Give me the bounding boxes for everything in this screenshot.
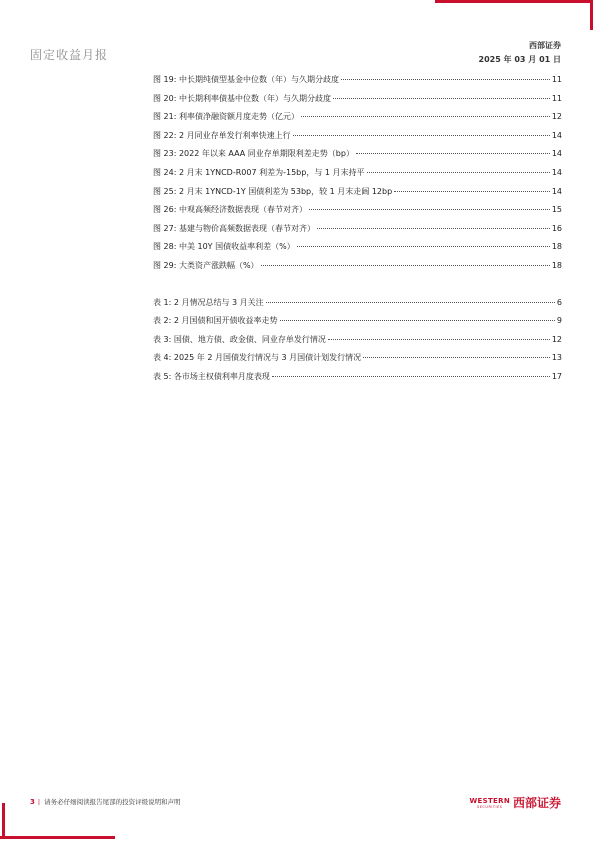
toc-leader-dots: [293, 135, 550, 136]
toc-entry-label: 表 4: 2025 年 2 月国债发行情况与 3 月国债计划发行情况: [153, 353, 362, 363]
toc-leader-dots: [297, 246, 550, 247]
toc-leader-dots: [367, 172, 550, 173]
toc-leader-dots: [272, 376, 550, 377]
report-date: 2025 年 03 月 01 日: [478, 55, 561, 64]
toc-page-number: 14: [551, 167, 562, 177]
toc-page-number: 18: [551, 242, 562, 252]
toc-figure-29[interactable]: [153, 260, 562, 279]
toc-entry-label: 表 2: 2 月国债和国开债收益率走势: [153, 316, 278, 326]
toc-leader-dots: [356, 153, 550, 154]
bottom-left-corner-decoration: [0, 801, 120, 841]
toc-entry-label: 图 26: 中观高频经济数据表现（春节对齐）: [153, 205, 307, 215]
logo-english-sub: SECURITIES: [477, 804, 503, 809]
toc-page-number: 16: [551, 223, 562, 233]
toc-page-number: 14: [551, 130, 562, 140]
toc-page-number: 13: [551, 353, 562, 363]
logo-english: [470, 797, 510, 809]
logo-chinese-name: 西部证券: [512, 796, 561, 810]
toc-figure-20[interactable]: [153, 93, 562, 112]
toc-table-4[interactable]: [153, 352, 562, 371]
toc-page-number: 6: [556, 297, 562, 307]
toc-table-2[interactable]: [153, 315, 562, 334]
toc-page-number: 18: [551, 260, 562, 270]
toc-figure-22[interactable]: [153, 130, 562, 149]
toc-leader-dots: [309, 209, 550, 210]
company-name: 西部证券: [529, 41, 561, 50]
toc-entry-label: 图 19: 中长期纯债型基金中位数（年）与久期分歧度: [153, 75, 339, 84]
toc-page-number: 17: [551, 371, 562, 381]
toc-page-number: 14: [551, 149, 562, 159]
toc-figure-28[interactable]: [153, 241, 562, 260]
top-right-corner-decoration: [435, 0, 595, 30]
toc-figure-26[interactable]: [153, 204, 562, 223]
disclaimer-text: 请务必仔细阅读报告尾部的投资评级说明和声明: [44, 798, 181, 806]
toc-entry-label: 图 21: 利率债净融资额月度走势（亿元）: [153, 112, 299, 122]
toc-entry-label: 图 27: 基建与物价高频数据表现（春节对齐）: [153, 223, 315, 233]
company-logo: [470, 794, 561, 811]
toc-figure-21[interactable]: [153, 111, 562, 130]
toc-entry-label: 表 5: 各市场主权债利率月度表现: [153, 371, 270, 381]
toc-entry-label: 表 1: 2 月情况总结与 3 月关注: [153, 297, 264, 307]
toc-page-number: 14: [551, 186, 562, 196]
toc-figure-25[interactable]: [153, 186, 562, 205]
toc-entry-label: 图 20: 中长期利率债基中位数（年）与久期分歧度: [153, 93, 331, 103]
toc-entry-label: 图 29: 大类资产涨跌幅（%）: [153, 260, 259, 270]
header-right: [479, 40, 561, 65]
toc-page-number: 15: [551, 205, 562, 215]
toc-leader-dots: [261, 265, 550, 266]
footer-separator: |: [37, 797, 41, 806]
toc-table-1[interactable]: [153, 297, 562, 316]
toc-entry-label: 图 24: 2 月末 1YNCD-R007 利差为-15bp，与 1 月末持平: [153, 167, 365, 177]
toc-page-number: 9: [556, 316, 562, 326]
toc-page-number: 11: [551, 75, 562, 84]
toc-figure-23[interactable]: [153, 148, 562, 167]
page-number: 3: [30, 797, 35, 806]
toc-page-number: 11: [551, 93, 562, 103]
toc-leader-dots: [301, 116, 550, 117]
toc-leader-dots: [317, 228, 550, 229]
toc-leader-dots: [266, 302, 555, 303]
toc-leader-dots: [280, 320, 555, 321]
toc-leader-dots: [341, 79, 550, 80]
toc-page-number: 12: [551, 112, 562, 122]
toc-entry-label: 图 23: 2022 年以来 AAA 同业存单期限利差走势（bp）: [153, 149, 354, 159]
toc-figure-27[interactable]: [153, 223, 562, 242]
toc-leader-dots: [394, 191, 550, 192]
toc-leader-dots: [363, 357, 550, 358]
page-footer: [30, 797, 181, 806]
toc-table-3[interactable]: [153, 334, 562, 353]
table-of-contents: [153, 74, 562, 390]
section-gap: [153, 279, 562, 297]
toc-figure-19[interactable]: [153, 74, 562, 93]
toc-entry-label: 图 22: 2 月同业存单发行利率快速上行: [153, 130, 291, 140]
report-type-title: 固定收益月报: [30, 48, 109, 62]
toc-entry-label: 表 3: 国债、地方债、政金债、同业存单发行情况: [153, 334, 326, 344]
logo-english-name: WESTERN: [469, 796, 510, 805]
toc-figure-24[interactable]: [153, 167, 562, 186]
toc-entry-label: 图 28: 中美 10Y 国债收益率利差（%）: [153, 242, 295, 252]
toc-table-5[interactable]: [153, 371, 562, 390]
toc-page-number: 12: [551, 334, 562, 344]
toc-leader-dots: [328, 339, 550, 340]
toc-entry-label: 图 25: 2 月末 1YNCD-1Y 国债利差为 53bp，较 1 月末走阔 12bp: [153, 186, 393, 196]
toc-leader-dots: [333, 98, 550, 99]
